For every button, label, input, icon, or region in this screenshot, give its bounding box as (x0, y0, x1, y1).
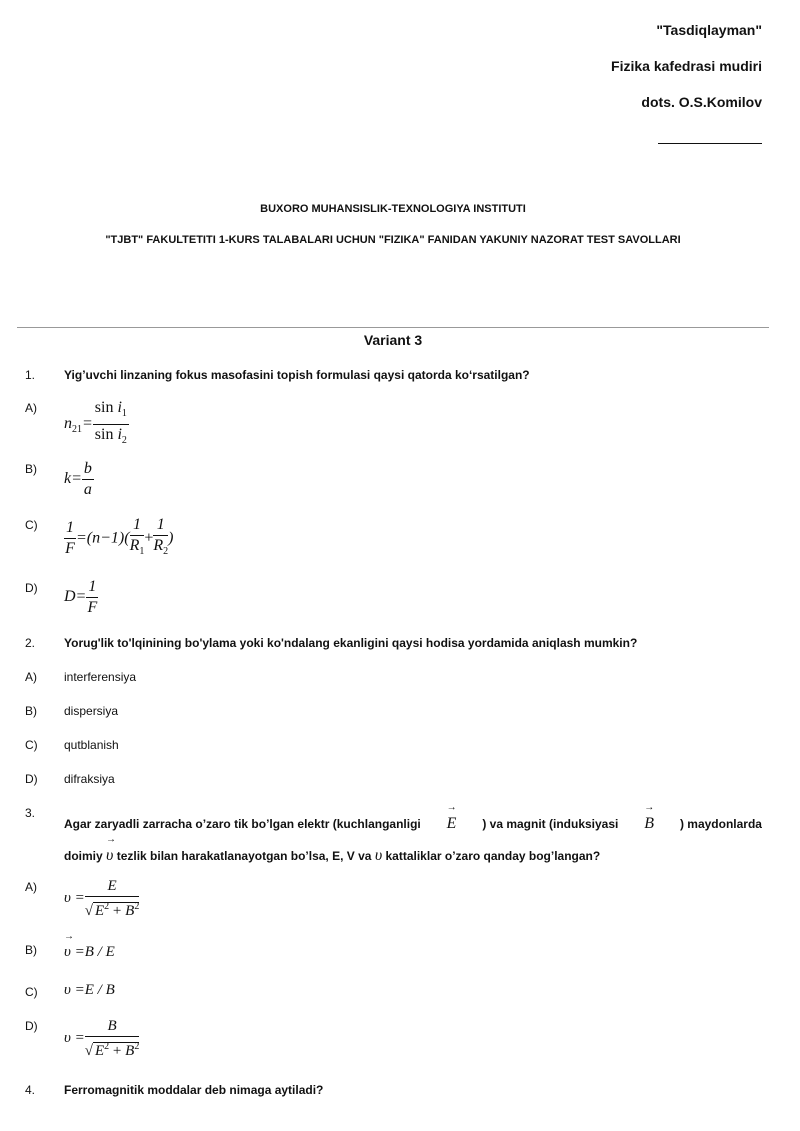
option-formula-c: υ =E / B (64, 982, 115, 998)
option-formula-a: $n_{21}=$ $\frac{\sin i_1}{\sin i_2}$ (64, 399, 127, 447)
option-text: dispersiya (64, 704, 119, 718)
option-formula-c: $\frac{1}{F}$ =(n−1)( $\frac{1}{R_1}$ + $\frac{1}{R_2}$ ) (65, 516, 174, 558)
option-label: C) (25, 738, 38, 752)
option-formula-b: k= $\frac{b}{a}$ (64, 460, 92, 498)
variant-title: Variant 3 (363, 332, 423, 348)
institute-title: BUXORO MUHANSISLIK-TEXNOLOGIYA INSTITUTI (260, 203, 526, 215)
question-number: 2. (25, 636, 36, 650)
question-number: 3. (25, 806, 36, 820)
option-text: difraksiya (64, 772, 115, 786)
question-number: 1. (25, 368, 36, 382)
option-text: qutblanish (64, 738, 119, 752)
option-label: D) (25, 581, 38, 595)
option-formula-b: → υ =B / E (64, 944, 115, 961)
option-formula-a: υ = $\frac{E}{√ E^2 + B^2}$ (64, 878, 140, 919)
option-label: B) (25, 704, 37, 718)
question-text: Ferromagnitik moddalar deb nimaga aytiladi? (64, 1083, 324, 1097)
question-text: Agar zaryadli zarracha o’zaro tik bo’lgan elektr (kuchlanganligi → E ) va magnit (induksiyasi → B ) maydonlarda doimiy → υ tezlik bilan harakatlanayotgan bo’lsa, E, V va υ kattaliklar o’zaro qanday bog’langan? (64, 815, 762, 865)
option-label: C) (25, 518, 38, 532)
option-label: C) (25, 985, 38, 999)
option-text: interferensiya (64, 670, 137, 684)
approval-position: Fizika kafedrasi mudiri (611, 58, 762, 74)
option-label: A) (25, 880, 37, 894)
approval-name: dots. O.S.Komilov (641, 94, 762, 110)
option-label: B) (25, 462, 37, 476)
option-label: A) (25, 670, 37, 684)
question-text: Yorug'lik to'lqinining bo'ylama yoki ko'ndalang ekanligini qaysi hodisa yordamida aniqlash mumkin? (64, 636, 638, 650)
option-formula-d: D= $\frac{1}{F}$ (64, 578, 98, 616)
option-label: D) (25, 1019, 38, 1033)
option-label: D) (25, 772, 38, 786)
option-formula-d: υ = $\frac{B}{√ E^2 + B^2}$ (64, 1018, 140, 1059)
question-text: Yig’uvchi linzaning fokus masofasini topish formulasi qaysi qatorda ko‘rsatilgan? (64, 368, 530, 382)
option-label: A) (25, 401, 37, 415)
question-number: 4. (25, 1083, 36, 1097)
divider (17, 327, 769, 328)
option-label: B) (25, 943, 37, 957)
signature-line (658, 143, 762, 144)
document-subtitle: "TJBT" FAKULTETITI 1-KURS TALABALARI UCHUN "FIZIKA" FANIDAN YAKUNIY NAZORAT TEST SAVOLLARI (105, 234, 681, 246)
approval-quote: "Tasdiqlayman" (656, 22, 762, 38)
